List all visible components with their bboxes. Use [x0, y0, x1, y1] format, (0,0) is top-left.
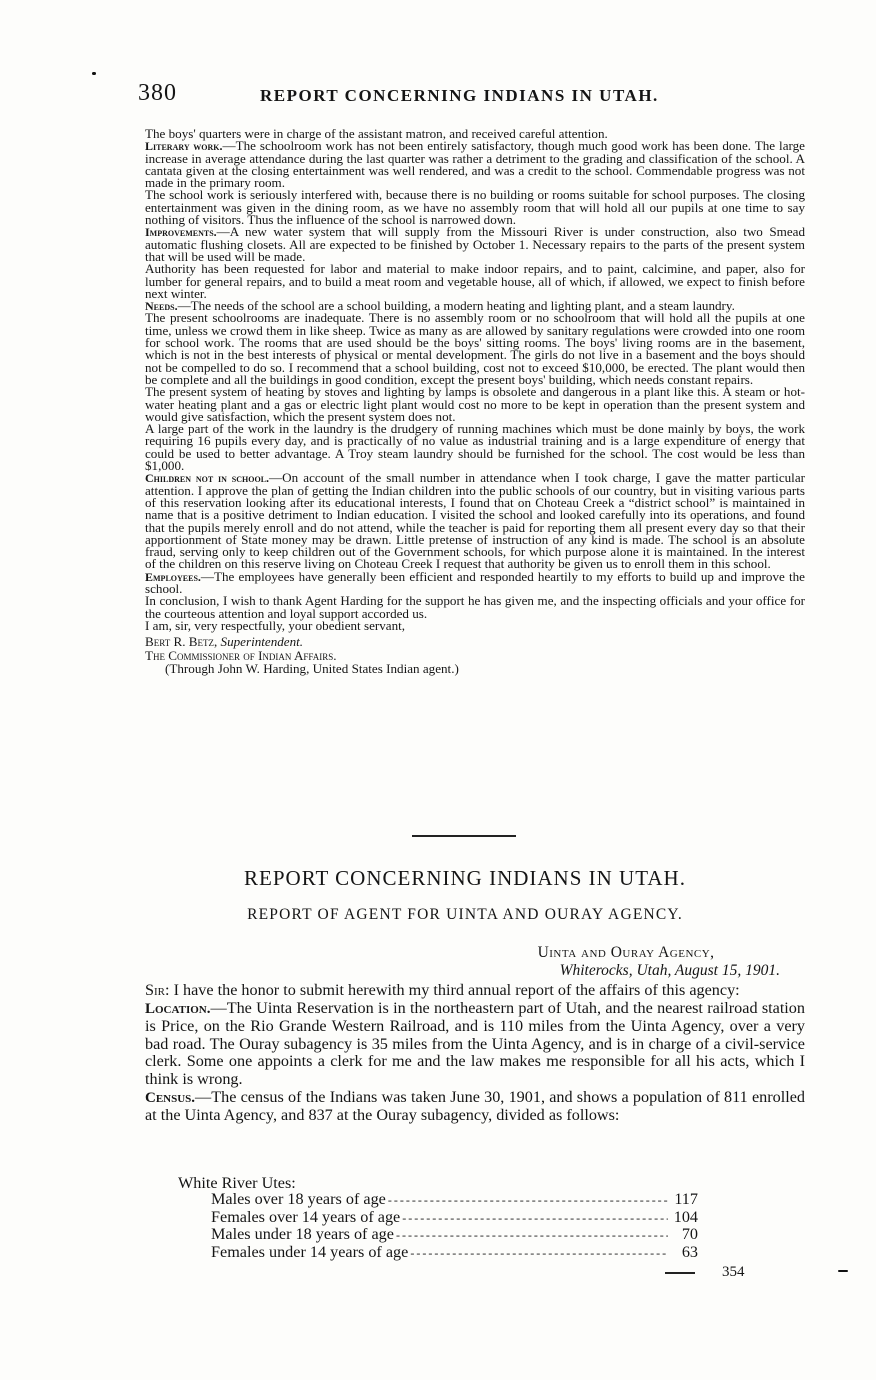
paragraph: A large part of the work in the laundry is the drudgery of running machines which must be done mainly by boys, the work requiring 16 pupils every day, and is practically of no value as industrial training and is a large expenditure of energy that could be used to better advantage. A Troy steam laundry should be furnished for the school. The cost would be less than $1,000.: [145, 421, 805, 474]
paragraph: Children not in school.—On account of the small number in attendance when I took charge, I gave the matter particular attention. I approve the plan of getting the Indian children into the public schools of our country, but in visiting various parts of this reservation looking after its educational interests, I found that on Choteau Creek a “district school” is maintained in name that is a positive detriment to Indian education. I visited the school and looked carefully into its operations, and found that the pupils merely enroll and do not attend, while the teacher is paid for reporting them all present every day so that their apportionment of State money may be drawn. Little pretense of instruction of any kind is made. The school is an absolute fraud, serving only to keep children out of the Government schools, for which purpose alone it is maintained. In the interest of the children on this reserve living on Choteau Creek I request that authority be given us to enroll them in this school.: [145, 470, 805, 572]
signature: Bert R. Betz, Superintendent.: [145, 634, 304, 650]
salutation: Sir:: [145, 981, 170, 999]
paragraph: Needs.—The needs of the school are a school building, a modern heating and lighting plant, and a steam laundry.: [145, 298, 735, 314]
section-divider: [412, 835, 516, 837]
census-row-value: 104: [673, 1207, 698, 1226]
section-title: REPORT CONCERNING INDIANS IN UTAH.: [244, 866, 686, 890]
leader-dots: [388, 1191, 668, 1208]
census-row-value: 117: [674, 1190, 698, 1209]
sheet-number: 354: [722, 1264, 745, 1280]
paragraph: The school work is seriously interfered with, because there is no building or rooms suitable for school purposes. The closing entertainment was given in the dining room, as we have no assembly room that will hold all our pupils at one time to say nothing of visitors. Thus the influence of the school is narrowed down.: [145, 187, 805, 228]
side-heading: Literary work.: [145, 139, 223, 154]
census-row-label: Males over 18 years of age: [211, 1190, 386, 1209]
page-header: [138, 80, 808, 110]
previous-report-body: [145, 128, 805, 675]
ink-speck: [838, 1270, 848, 1272]
paragraph: Sir: I have the honor to submit herewith my third annual report of the affairs of this agency:: [145, 981, 740, 999]
section-subtitle: REPORT OF AGENT FOR UINTA AND OURAY AGENCY.: [247, 906, 683, 923]
census-row-label: Females under 14 years of age: [211, 1242, 409, 1261]
census-row: [178, 1226, 698, 1243]
census-group-label: White River Utes:: [178, 1174, 296, 1192]
ink-speck: [92, 72, 96, 75]
side-heading: Census.: [145, 1089, 196, 1106]
census-table: [178, 1175, 698, 1261]
side-heading: Needs.: [145, 299, 178, 314]
running-title: REPORT CONCERNING INDIANS IN UTAH.: [260, 86, 659, 105]
census-row: [178, 1244, 698, 1261]
paragraph: In conclusion, I wish to thank Agent Harding for the support he has given me, and the inspecting officials and your office for the courteous attention and loyal support accorded us.: [145, 593, 805, 621]
census-row: [178, 1191, 698, 1208]
side-heading: Location.: [145, 1000, 211, 1017]
leader-dots: [396, 1226, 668, 1243]
side-heading: Children not in school.: [145, 471, 270, 486]
through-line: (Through John W. Harding, United States Indian agent.): [165, 660, 459, 676]
side-heading: Improvements.: [145, 225, 217, 240]
paragraph: Employees.—The employees have generally been efficient and responded heartily to my efforts to build up and improve the school.: [145, 568, 805, 596]
paragraph: Location.—The Uinta Reservation is in the northeastern part of Utah, and the nearest railroad station is Price, on the Rio Grande Western Railroad, and is 110 miles from the Uinta Agency, over a very bad road. The Ouray subagency is 35 miles from the Uinta Agency, and is in charge of a civil-service clerk. Some one appoints a clerk for me and the law makes me responsible for all his acts, which I think is wrong.: [145, 998, 805, 1088]
dateline: [538, 944, 780, 980]
paragraph: The present schoolrooms are inadequate. There is no assembly room or no schoolroom that will hold all the pupils at one time, unless we crowd them in like sheep. Twice as many as are allowed by sanitary regulations were crowded into one room for school work. The rooms that are used should be the boys' sitting rooms. The boys' living rooms are in the basement, which is not in the best interests of physical or mental development. The girls do not live in a basement and the boys should not be compelled to do so. I recommend that a school building, cost not to exceed $10,000, be erected. The plant would then be complete and all the buildings in good condition, except the present boys' building, which needs constant repairs.: [145, 310, 805, 387]
addressee: The Commissioner of Indian Affairs.: [145, 648, 337, 664]
paragraph: Improvements.—A new water system that will supply from the Missouri River is under construction, also two Smead automatic flushing closets. All are expected to be finished by October 1. Necessary repairs to the parts of the present system that will be used will be made.: [145, 224, 805, 264]
census-row-value: 70: [681, 1225, 698, 1244]
leader-dots: [410, 1244, 668, 1261]
census-row-label: Males under 18 years of age: [211, 1225, 394, 1244]
leader-dots: [402, 1209, 668, 1226]
census-row-label: Females over 14 years of age: [211, 1207, 401, 1226]
dateline-place-date: Whiterocks, Utah, August 15, 1901.: [559, 962, 780, 979]
census-row-value: 63: [681, 1242, 698, 1261]
side-heading: Employees.: [145, 569, 201, 584]
paragraph: The present system of heating by stoves and lighting by lamps is obsolete and dangerous in a plant like this. A steam or hot-water heating plant and a gas or electric light plant would cost no more to be kept in operation than the present system and would give satisfaction, which the present system does not.: [145, 384, 805, 424]
paragraph: Literary work.—The schoolroom work has not been entirely satisfactory, though much good work has been done. The large increase in average attendance during the last quarter was rather a detriment to the grading and classification of the school. A cantata given at the closing entertainment was well rendered, and was a credit to the school. Commendable progress was not made in the primary room.: [145, 138, 805, 191]
closing: I am, sir, very respectfully, your obedient servant,: [145, 617, 406, 633]
paragraph: Authority has been requested for labor and material to make indoor repairs, and to paint, calcimine, and paper, also for lumber for general repairs, and to build a meat room and vegetable house, all of which, if allowed, we expect to finish before next winter.: [145, 261, 805, 301]
footer-rule: [665, 1272, 695, 1274]
paragraph: The boys' quarters were in charge of the assistant matron, and received careful attention.: [145, 126, 608, 141]
paragraph: Census.—The census of the Indians was taken June 30, 1901, and shows a population of 811 enrolled at the Uinta Agency, and 837 at the Ouray subagency, divided as follows:: [145, 1087, 805, 1125]
dateline-agency: Uinta and Ouray Agency,: [537, 944, 715, 961]
agent-report-body: [145, 982, 805, 1125]
census-row: [178, 1209, 698, 1226]
page-number: 380: [138, 80, 177, 106]
